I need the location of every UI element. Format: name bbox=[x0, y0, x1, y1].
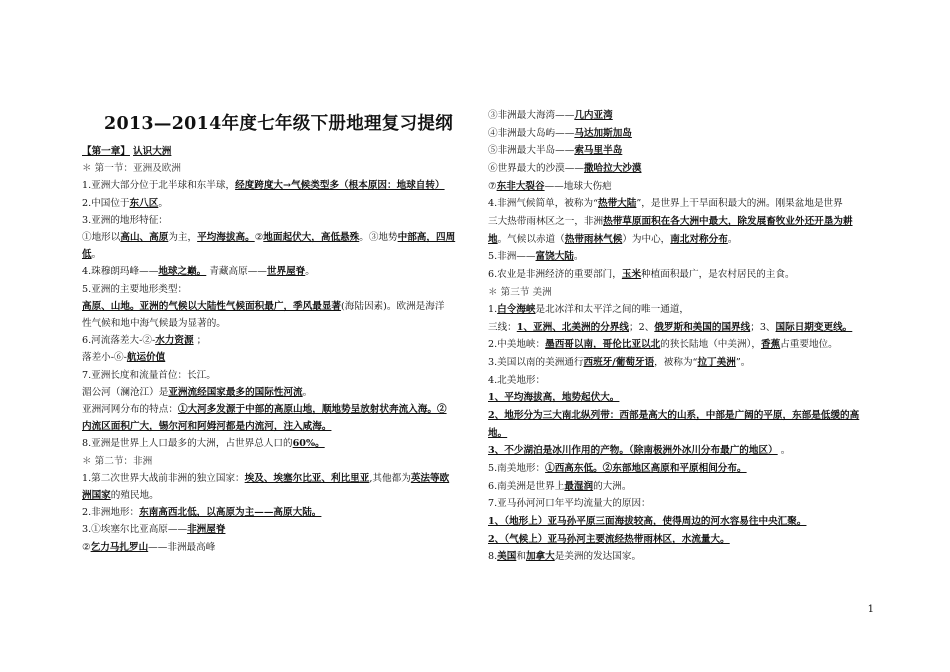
body-text: 1.第二次世界大战前非洲的独立国家： bbox=[82, 472, 245, 484]
key-point-text: ①西高东低。②东部地区高原和平原相间分布。 bbox=[545, 463, 747, 474]
key-point-text: 香蕉 bbox=[760, 339, 781, 351]
body-text: ； bbox=[193, 335, 207, 347]
left-line bbox=[82, 541, 215, 554]
body-text: 2.中国位于 bbox=[82, 197, 130, 209]
body-text: ——地球大伤疤 bbox=[544, 180, 612, 192]
key-point-text: 国际日期变更线。 bbox=[775, 321, 853, 333]
body-text: ＊ 第一节：亚洲及欧洲 bbox=[82, 163, 181, 175]
key-point-text: 美国 bbox=[497, 551, 517, 563]
right-line bbox=[488, 233, 737, 246]
right-line bbox=[488, 180, 612, 193]
left-line bbox=[82, 300, 444, 313]
body-text: ）为中心， bbox=[622, 233, 671, 245]
key-point-text: 东南高西北低，以高原为主——高原大陆。 bbox=[139, 507, 322, 519]
body-text: 3.美国以南的美洲通行 bbox=[488, 357, 584, 369]
right-line bbox=[488, 462, 747, 475]
key-point-text: 地。 bbox=[488, 427, 508, 439]
body-text: 占重要地位。 bbox=[780, 339, 838, 351]
body-text: 为主， bbox=[168, 232, 198, 243]
left-line bbox=[82, 472, 449, 485]
key-point-text: 1、平均海拔高，地势起伏大。 bbox=[488, 392, 620, 404]
body-text: 5.非洲—— bbox=[488, 251, 536, 263]
left-line bbox=[82, 386, 312, 399]
right-line bbox=[488, 250, 584, 263]
key-point-text: 埃及、埃塞尔比亚、利比里亚 bbox=[244, 472, 370, 484]
right-line bbox=[488, 127, 632, 140]
body-text: ，被称为“ bbox=[654, 357, 698, 369]
body-text: 。气候以赤道（ bbox=[497, 233, 565, 245]
body-text: 。 bbox=[573, 251, 584, 263]
body-text: 的狭长陆地（中美洲）， bbox=[660, 339, 761, 351]
key-point-text: 东非大裂谷 bbox=[496, 180, 545, 192]
body-text: ② bbox=[82, 541, 91, 553]
key-point-text: 内流区面积广大，锡尔河和阿姆河都是内流河，注入咸海。 bbox=[82, 421, 332, 433]
body-text: ①地形以 bbox=[82, 232, 121, 243]
body-text: 三线： bbox=[488, 321, 517, 333]
left-line bbox=[82, 369, 216, 382]
key-point-text: 墨西哥以南，哥伦比亚以北 bbox=[545, 339, 661, 351]
key-point-text: 英法等欧 bbox=[410, 472, 450, 484]
key-point-text: 水力资源 bbox=[155, 335, 194, 347]
key-point-text: 加拿大 bbox=[525, 551, 555, 563]
left-line bbox=[82, 179, 445, 192]
key-point-text: 平均海拔高。 bbox=[197, 232, 255, 243]
key-point-text: 地 bbox=[488, 233, 498, 245]
key-point-text: 航运价值 bbox=[126, 352, 166, 364]
body-text: 。 bbox=[777, 445, 791, 457]
body-text: 。③地势 bbox=[359, 232, 398, 243]
body-text: 的大洲。 bbox=[593, 480, 632, 492]
body-text: 是北冰洋和太平洋之间的唯一通道， bbox=[535, 304, 690, 316]
key-point-text: 俄罗斯和美国的国界线 bbox=[654, 321, 751, 333]
key-point-text: 60%。 bbox=[292, 438, 325, 450]
right-line bbox=[488, 268, 795, 281]
right-line bbox=[488, 109, 613, 122]
key-point-text: 热带草原面积在各大洲中最大，除发展畜牧业外还开垦为耕 bbox=[603, 215, 853, 227]
left-line bbox=[82, 162, 181, 175]
key-point-text: 地球之巅。 bbox=[158, 266, 207, 278]
body-text: 4.非洲气候简单，被称为“ bbox=[488, 198, 598, 210]
key-point-text: 洲国家 bbox=[82, 490, 111, 501]
key-point-text: ①大河多发源于中部的高原山地，顺地势呈放射状奔流入海。② bbox=[177, 404, 447, 415]
left-line bbox=[82, 420, 331, 433]
key-point-text: 地面起伏大，高低悬殊 bbox=[263, 232, 360, 243]
body-text: 落差小-⑥- bbox=[82, 352, 127, 364]
key-point-text: 非洲屋脊 bbox=[187, 524, 226, 536]
key-point-text: 高山、高原 bbox=[120, 232, 169, 243]
key-point-text: 撒哈拉大沙漠 bbox=[583, 162, 642, 174]
key-point-text: 世界屋脊 bbox=[266, 266, 306, 278]
body-text: 5.南美地形： bbox=[488, 463, 546, 474]
right-line bbox=[488, 444, 790, 457]
body-text: ② bbox=[254, 232, 264, 243]
body-text: ；2、 bbox=[629, 321, 655, 333]
body-text: ”。 bbox=[735, 357, 751, 369]
left-line bbox=[82, 145, 171, 158]
right-line bbox=[488, 286, 552, 299]
key-point-text: 西班牙/葡萄牙语 bbox=[583, 357, 655, 369]
key-point-text: 热带大陆 bbox=[598, 198, 637, 210]
body-text: ——非洲最高峰 bbox=[148, 541, 216, 553]
body-text: 亚洲河网分布的特点： bbox=[82, 404, 178, 415]
body-text: ,其他都为 bbox=[369, 472, 411, 484]
key-point-text: 马达加斯加岛 bbox=[574, 127, 632, 139]
body-text: 6.南美洲是世界上 bbox=[488, 480, 565, 492]
left-line bbox=[82, 334, 206, 347]
page-title: 2013—2014年度七年级下册地理复习提纲 bbox=[104, 114, 454, 134]
left-line bbox=[82, 214, 168, 227]
page-number: 1 bbox=[867, 604, 874, 615]
body-text: 2.中美地峡： bbox=[488, 339, 546, 351]
body-text: ⑦ bbox=[488, 180, 497, 192]
body-text: 性气候和地中海气候最为显著的。 bbox=[82, 318, 226, 329]
left-line bbox=[82, 231, 455, 244]
key-point-text: 亚洲流经国家最多的国际性河流 bbox=[168, 386, 303, 398]
right-line bbox=[488, 409, 859, 422]
key-point-text: 富饶大陆 bbox=[535, 251, 574, 263]
body-text: ＊ 第三节 美洲 bbox=[488, 286, 552, 298]
body-text: 3.亚洲的地形特征： bbox=[82, 214, 168, 226]
body-text: 青藏高原—— bbox=[206, 266, 267, 278]
key-point-text: 热带雨林气候 bbox=[564, 233, 623, 245]
body-text: ④非洲最大岛屿—— bbox=[488, 127, 575, 139]
key-point-text: 经度跨度大→气候类型多（根本原因：地球自转） bbox=[235, 180, 445, 192]
left-line bbox=[82, 317, 226, 330]
body-text: 和 bbox=[516, 551, 526, 563]
right-line bbox=[488, 427, 507, 440]
key-point-text: 【第一章】 bbox=[82, 146, 130, 157]
body-text: 7.亚洲长度和流量首位：长江。 bbox=[82, 369, 216, 381]
key-point-text: 乞力马扎罗山 bbox=[90, 541, 149, 553]
right-line bbox=[488, 144, 622, 157]
right-line bbox=[488, 162, 642, 175]
body-text: ③非洲最大海湾—— bbox=[488, 110, 575, 121]
body-text: 1. bbox=[488, 304, 498, 316]
body-text: 。 bbox=[305, 266, 315, 278]
body-text: 。 bbox=[302, 386, 313, 398]
left-line bbox=[82, 265, 315, 278]
right-line bbox=[488, 391, 619, 404]
left-line bbox=[82, 455, 152, 468]
left-line bbox=[82, 283, 187, 296]
body-text: ；3、 bbox=[750, 321, 776, 333]
key-point-text: 东八区 bbox=[129, 197, 159, 209]
key-point-text: 3、不少湖泊是冰川作用的产物。（除南极洲外冰川分布最广的地区） bbox=[488, 445, 778, 457]
key-point-text: 低 bbox=[82, 249, 92, 261]
body-text: 。 bbox=[158, 197, 168, 209]
left-line bbox=[82, 506, 321, 519]
key-point-text: 几内亚湾 bbox=[574, 110, 613, 121]
right-line bbox=[488, 338, 838, 351]
right-line bbox=[488, 321, 852, 334]
body-text: 8.亚洲是世界上人口最多的大洲，占世界总人口的 bbox=[82, 438, 293, 450]
left-line bbox=[82, 403, 447, 416]
body-text: 2.非洲地形： bbox=[82, 507, 140, 519]
right-line bbox=[488, 497, 651, 510]
body-text: ＊ 第二节：非洲 bbox=[82, 455, 153, 467]
left-line bbox=[82, 489, 159, 502]
body-text: 是美洲的发达国家。 bbox=[554, 551, 642, 563]
right-line bbox=[488, 215, 853, 228]
key-point-text: 索马里半岛 bbox=[574, 145, 623, 157]
key-point-text: 南北对称分布 bbox=[670, 233, 728, 245]
right-line bbox=[488, 197, 843, 210]
left-line bbox=[82, 437, 325, 450]
left-line bbox=[82, 523, 225, 536]
key-point-text: 1、（地形上）亚马孙平原三面海拔较高，使得周边的河水容易往中央汇聚。 bbox=[488, 515, 807, 527]
body-text: 3.①埃塞尔比亚高原—— bbox=[82, 524, 188, 536]
key-point-text: 中部高，四周 bbox=[397, 232, 456, 243]
body-text: 三大热带雨林区之一，非洲 bbox=[488, 215, 604, 227]
left-line bbox=[82, 248, 101, 261]
key-point-text: 2、地形分为三大南北纵列带：西部是高大的山系，中部是广阔的平原，东部是低缓的高 bbox=[488, 410, 860, 422]
left-line bbox=[82, 351, 165, 364]
body-text: 4.珠穆朗玛峰—— bbox=[82, 266, 159, 278]
body-text: 8. bbox=[488, 551, 498, 563]
body-text: 。 bbox=[727, 233, 738, 245]
key-point-text: 高原、山地。亚洲的气候以大陆性气候面积最广，季风最显著 bbox=[82, 300, 342, 312]
right-line bbox=[488, 374, 545, 387]
body-text: ⑤非洲最大半岛—— bbox=[488, 145, 575, 157]
body-text: 。 bbox=[91, 249, 102, 261]
body-text: 湄公河（澜沧江）是 bbox=[82, 386, 169, 398]
right-line bbox=[488, 303, 689, 316]
body-text: 6.农业是非洲经济的重要部门， bbox=[488, 268, 622, 280]
key-point-text: 2、（气候上）亚马孙河主要流经热带雨林区，水流量大。 bbox=[488, 533, 730, 545]
body-text: (海陆因素)。欧洲是海洋 bbox=[341, 300, 445, 312]
body-text: 4.北美地形： bbox=[488, 374, 546, 386]
body-text: 6.河流落差大-②- bbox=[82, 335, 156, 347]
body-text: 的殖民地。 bbox=[110, 490, 159, 501]
body-text: ”，是世界上干旱面积最大的洲。刚果盆地是世界 bbox=[636, 198, 843, 210]
key-point-text: 1、亚洲、北美洲的分界线 bbox=[516, 321, 629, 333]
body-text: 5.亚洲的主要地形类型： bbox=[82, 283, 188, 295]
key-point-text: 认识大洲 bbox=[133, 146, 172, 157]
right-line bbox=[488, 480, 631, 493]
key-point-text: 玉米 bbox=[621, 268, 642, 280]
body-text: 7.亚马孙河河口年平均流量大的原因： bbox=[488, 498, 651, 510]
right-line bbox=[488, 356, 750, 369]
left-line bbox=[82, 197, 168, 210]
key-point-text: 拉丁美洲 bbox=[697, 357, 736, 369]
key-point-text: 白令海峡 bbox=[497, 304, 536, 316]
body-text: 种植面积最广，是农村居民的主食。 bbox=[641, 268, 795, 280]
right-line bbox=[488, 515, 806, 528]
body-text: ⑥世界最大的沙漠—— bbox=[488, 162, 584, 174]
body-text: 1.亚洲大部分位于北半球和东半球， bbox=[82, 180, 236, 192]
right-line bbox=[488, 533, 730, 546]
key-point-text: 最湿润 bbox=[564, 480, 594, 492]
right-line bbox=[488, 550, 641, 563]
